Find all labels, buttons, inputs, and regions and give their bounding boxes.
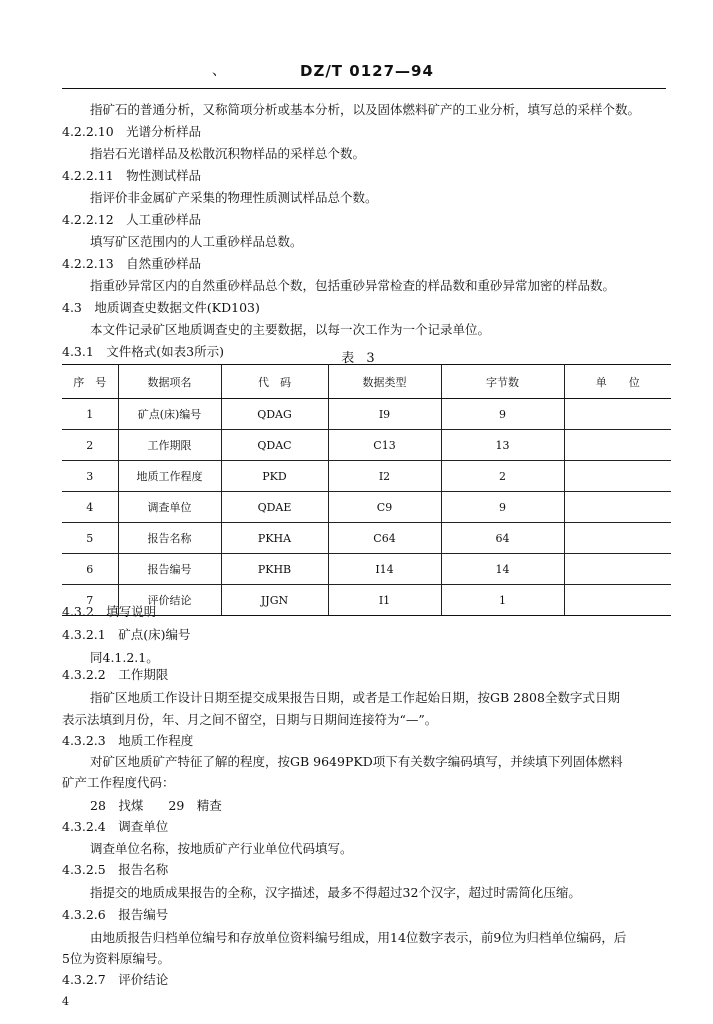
cell-unit [564,430,671,461]
paragraph-line: 指矿区地质工作设计日期至提交成果报告日期，或者是工作起始日期，按GB 2808全数字式日期 [90,690,620,705]
paragraph-line: 矿产工作程度代码： [62,775,175,790]
cell-item: 报告名称 [118,523,221,554]
cell-item: 地质工作程度 [118,461,221,492]
table-row [62,554,671,585]
cell-bytes: 9 [441,399,564,430]
cell-bytes: 9 [441,492,564,523]
paragraph-line: 同4.1.2.1。 [90,650,159,665]
section-heading: 4.2.2.10 光谱分析样品 [62,124,202,139]
section-heading: 4.3.2 填写说明 [62,604,157,619]
cell-index: 6 [62,554,118,585]
section-heading: 4.2.2.11 物性测试样品 [62,168,202,183]
section-heading: 4.2.2.13 自然重砂样品 [62,256,202,271]
table-row [62,430,671,461]
header-rule [62,88,666,89]
col-header-item: 数据项名 [118,365,221,399]
cell-code: QDAG [221,399,328,430]
table-row [62,523,671,554]
cell-index: 3 [62,461,118,492]
paragraph-line: 指提交的地质成果报告的全称，汉字描述，最多不得超过32个汉字，超过时需简化压缩。 [90,885,581,900]
cell-code: JJGN [221,585,328,616]
paragraph-line: 对矿区地质矿产特征了解的程度，按GB 9649PKD项下有关数字编码填写，并续填下列固体燃料 [90,754,623,769]
table-header-row [62,365,671,399]
cell-item: 评价结论 [118,585,221,616]
standard-number: DZ/T 0127—94 [300,62,434,80]
paragraph-line: 指矿石的普通分析，又称简项分析或基本分析，以及固体燃料矿产的工业分析，填写总的采样个数。 [90,102,641,117]
cell-code: QDAE [221,492,328,523]
cell-unit [564,492,671,523]
cell-item: 工作期限 [118,430,221,461]
cell-bytes: 64 [441,523,564,554]
cell-item: 报告编号 [118,554,221,585]
cell-code: PKD [221,461,328,492]
paragraph-line: 指重砂异常区内的自然重砂样品总个数，包括重砂异常检查的样品数和重砂异常加密的样品数。 [90,278,616,293]
section-heading: 4.3.2.4 调查单位 [62,819,169,834]
section-heading: 4.3.2.5 报告名称 [62,862,169,877]
col-header-type: 数据类型 [328,365,441,399]
cell-type: I9 [328,399,441,430]
cell-code: PKHA [221,523,328,554]
cell-code: PKHB [221,554,328,585]
section-heading: 4.3.1 文件格式(如表3所示) [62,344,225,359]
section-heading: 4.2.2.12 人工重砂样品 [62,212,202,227]
cell-type: I14 [328,554,441,585]
header-mark: 、 [212,63,226,79]
table-row [62,461,671,492]
section-heading: 4.3.2.2 工作期限 [62,667,169,682]
cell-item: 调查单位 [118,492,221,523]
cell-code: QDAC [221,430,328,461]
paragraph-line: 5位为资料原编号。 [62,951,170,966]
cell-index: 4 [62,492,118,523]
section-heading: 4.3 地质调查史数据文件(KD103) [62,300,260,315]
col-header-index: 序 号 [62,365,118,399]
cell-index: 7 [62,585,118,616]
cell-type: C64 [328,523,441,554]
cell-type: I2 [328,461,441,492]
cell-index: 5 [62,523,118,554]
cell-unit [564,554,671,585]
cell-unit [564,523,671,554]
paragraph-line: 填写矿区范围内的人工重砂样品总数。 [90,234,303,249]
cell-bytes: 13 [441,430,564,461]
cell-index: 1 [62,399,118,430]
col-header-bytes: 字节数 [441,365,564,399]
section-heading: 4.3.2.7 评价结论 [62,972,169,987]
cell-type: C9 [328,492,441,523]
cell-item: 矿点(床)编号 [118,399,221,430]
cell-unit [564,461,671,492]
paragraph-line: 表示法填到月份，年、月之间不留空，日期与日期间连接符为“—”。 [62,712,438,727]
section-heading: 4.3.2.3 地质工作程度 [62,733,194,748]
table-row [62,492,671,523]
paragraph-line: 调查单位名称，按地质矿产行业单位代码填写。 [90,841,353,856]
paragraph-line: 指评价非金属矿产采集的物理性质测试样品总个数。 [90,190,378,205]
section-heading: 4.3.2.1 矿点(床)编号 [62,627,191,642]
paragraph-line: 28 找煤 29 精查 [90,798,222,813]
cell-type: I1 [328,585,441,616]
paragraph-line: 指岩石光谱样品及松散沉积物样品的采样总个数。 [90,146,366,161]
page-number: 4 [62,995,69,1008]
paragraph-line: 由地质报告归档单位编号和存放单位资料编号组成，用14位数字表示，前9位为归档单位编码，后 [90,930,627,945]
table-caption: 表 3 [341,351,379,366]
data-table [62,364,671,616]
paragraph-line: 本文件记录矿区地质调查史的主要数据，以每一次工作为一个记录单位。 [90,322,491,337]
cell-unit [564,399,671,430]
col-header-code: 代 码 [221,365,328,399]
cell-index: 2 [62,430,118,461]
cell-bytes: 2 [441,461,564,492]
table-row [62,399,671,430]
cell-bytes: 14 [441,554,564,585]
cell-unit [564,585,671,616]
cell-type: C13 [328,430,441,461]
section-heading: 4.3.2.6 报告编号 [62,907,169,922]
col-header-unit: 单 位 [564,365,671,399]
cell-bytes: 1 [441,585,564,616]
